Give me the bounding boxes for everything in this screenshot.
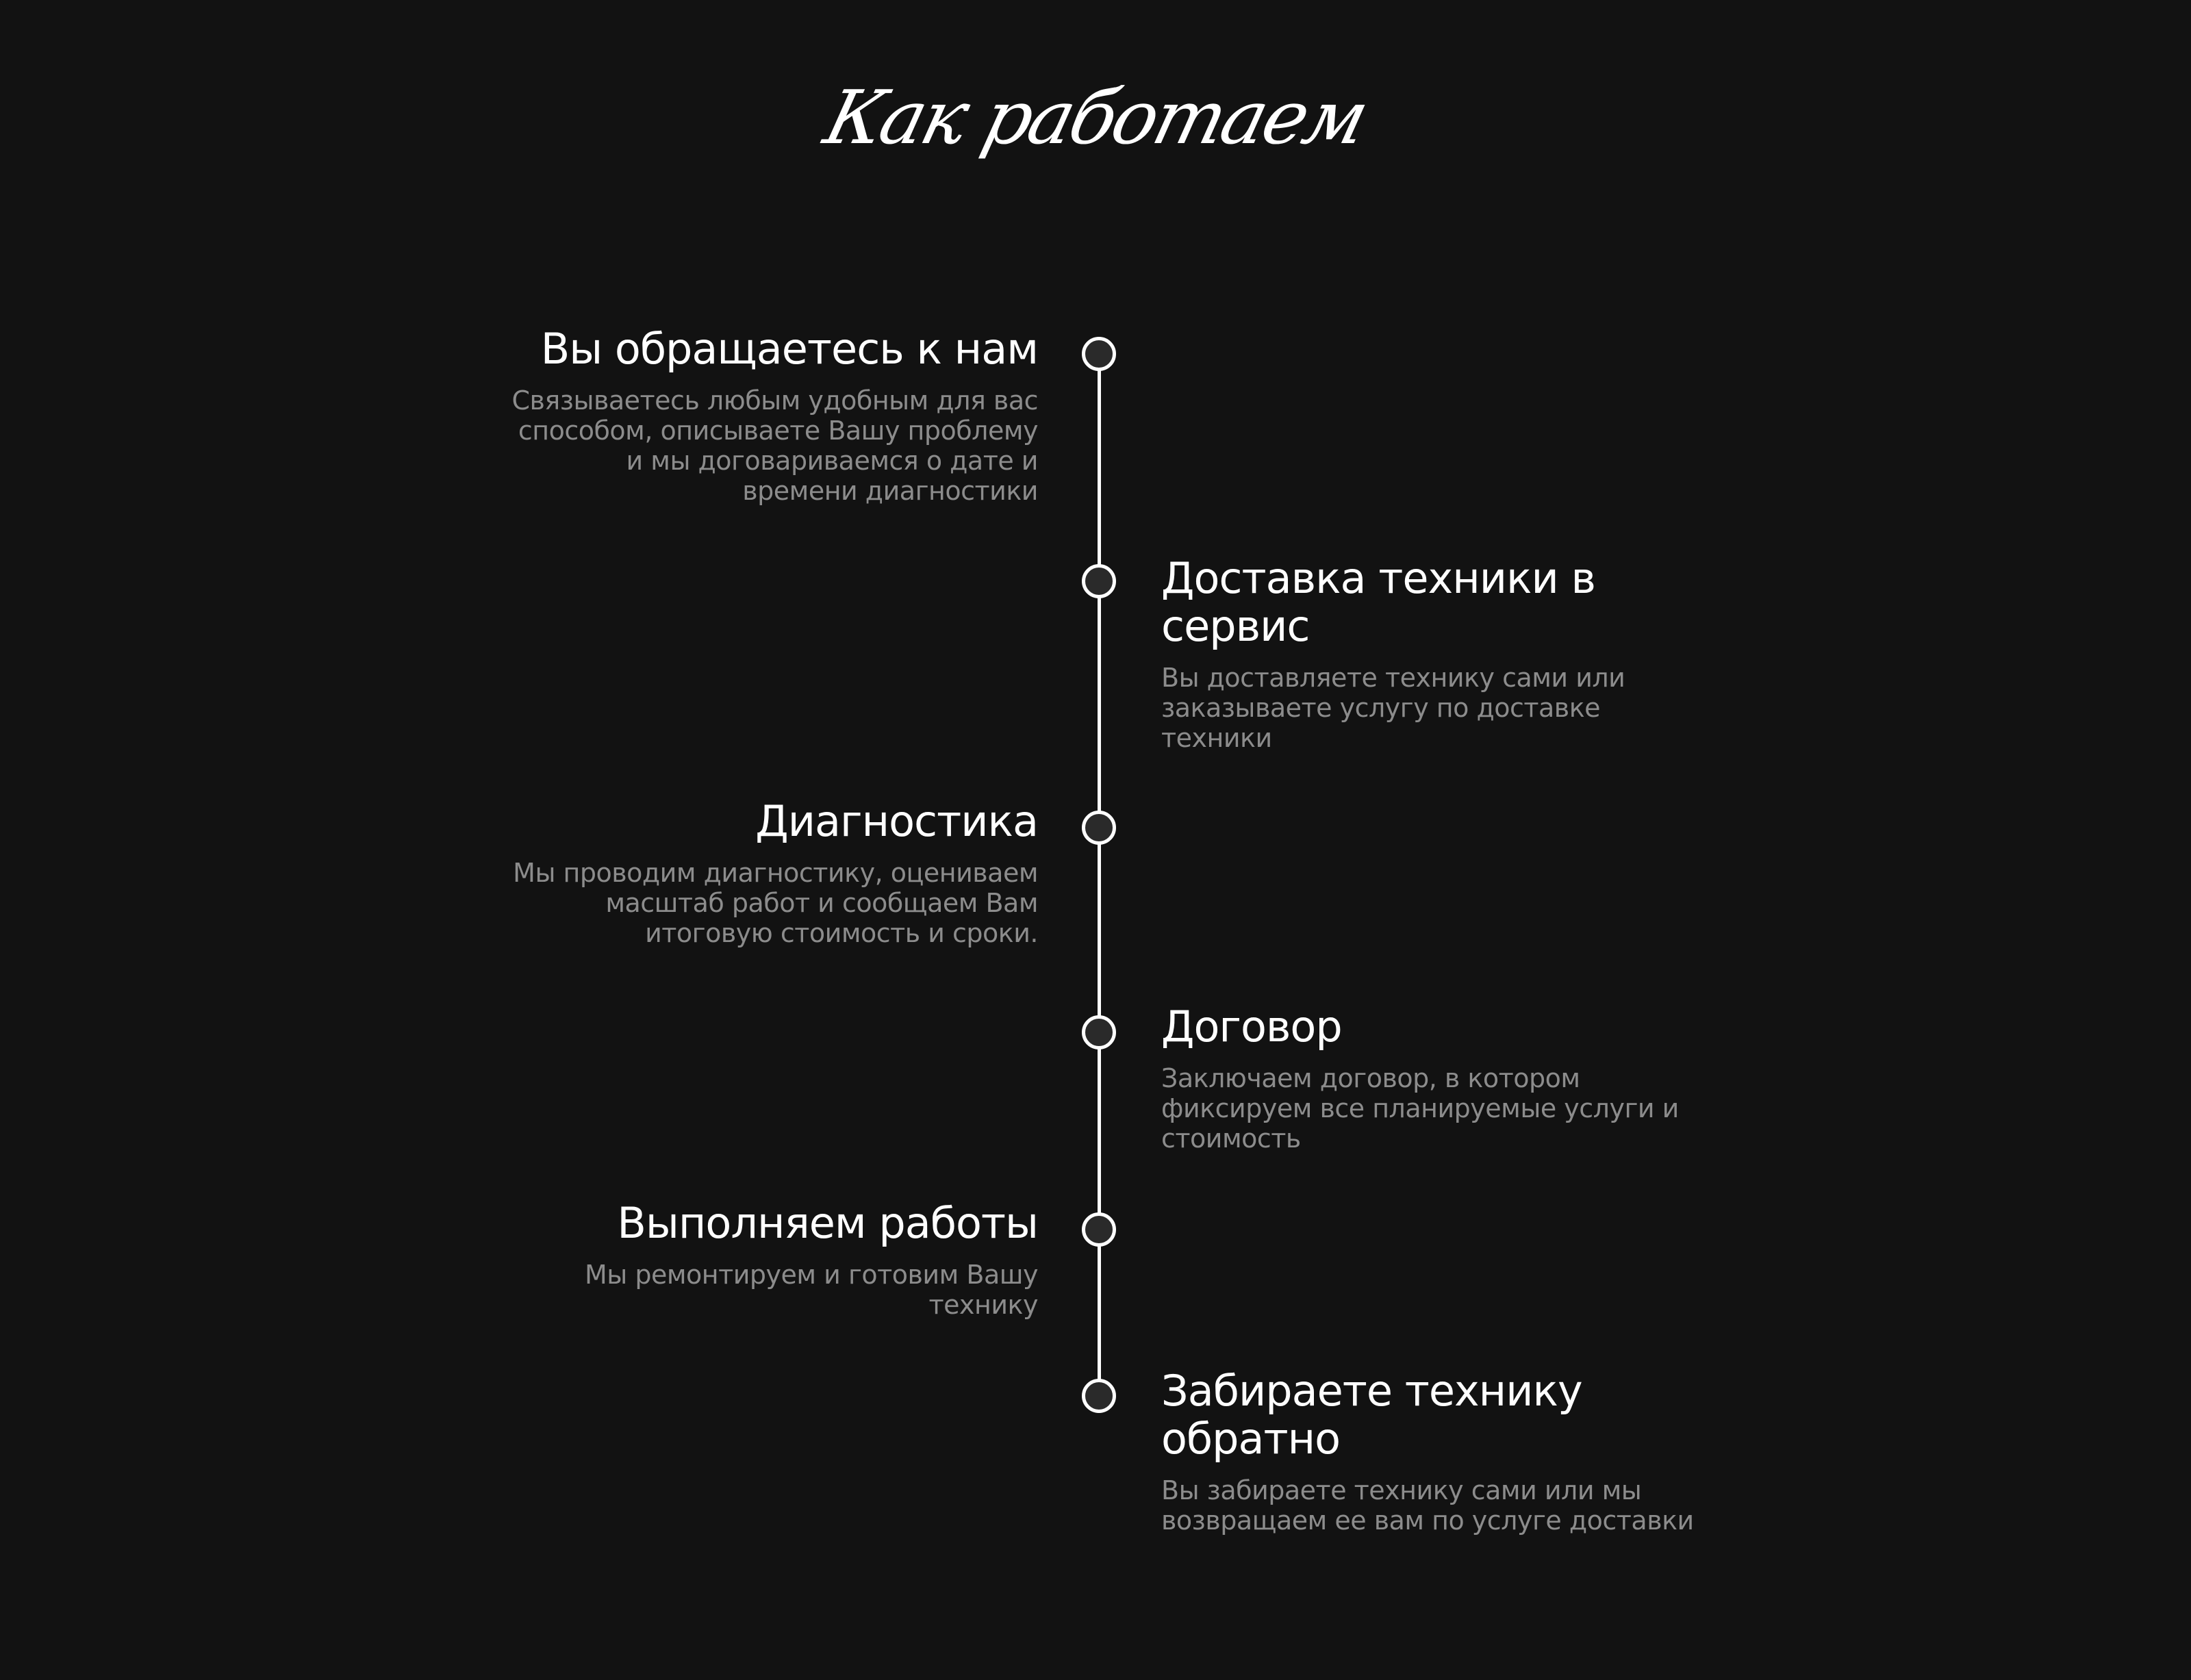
step-4 bbox=[1161, 1003, 1777, 1154]
step-5-description: Мы ремонтируем и готовим Вашу технику bbox=[584, 1260, 1038, 1320]
step-2-description: Вы доставляете технику сами или заказываете услугу по доставке техники bbox=[1161, 663, 1625, 753]
timeline-marker-5[interactable] bbox=[1082, 1212, 1116, 1247]
step-5-title: Выполняем работы bbox=[617, 1198, 1038, 1248]
step-4-description: Заключаем договор, в котором фиксируем все планируемые услуги и стоимость bbox=[1161, 1063, 1679, 1154]
step-1 bbox=[422, 325, 1038, 506]
section-title: Как работаем bbox=[816, 75, 1375, 161]
step-6-description: Вы забираете технику сами или мы возвращаем ее вам по услуге доставки bbox=[1161, 1475, 1694, 1536]
step-4-title: Договор bbox=[1161, 1002, 1342, 1052]
step-5 bbox=[422, 1199, 1038, 1320]
timeline-marker-1[interactable] bbox=[1082, 337, 1116, 371]
step-6 bbox=[1161, 1367, 1777, 1536]
timeline-marker-6[interactable] bbox=[1082, 1379, 1116, 1413]
step-2 bbox=[1161, 555, 1777, 753]
timeline-marker-3[interactable] bbox=[1082, 811, 1116, 845]
step-3-description: Мы проводим диагностику, оцениваем масштаб работ и сообщаем Вам итоговую стоимость и сроки. bbox=[513, 858, 1038, 948]
timeline-marker-2[interactable] bbox=[1082, 564, 1116, 598]
step-3 bbox=[422, 798, 1038, 948]
timeline-marker-4[interactable] bbox=[1082, 1015, 1116, 1049]
step-1-description: Связываетесь любым удобным для вас способом, описываете Вашу проблему и мы договариваемся о дате и времени диагностики bbox=[511, 385, 1038, 506]
step-3-title: Диагностика bbox=[755, 796, 1038, 846]
step-6-title: Забираете технику обратно bbox=[1161, 1366, 1582, 1464]
step-1-title: Вы обращаетесь к нам bbox=[540, 324, 1038, 374]
step-2-title: Доставка техники в сервис bbox=[1161, 553, 1596, 651]
